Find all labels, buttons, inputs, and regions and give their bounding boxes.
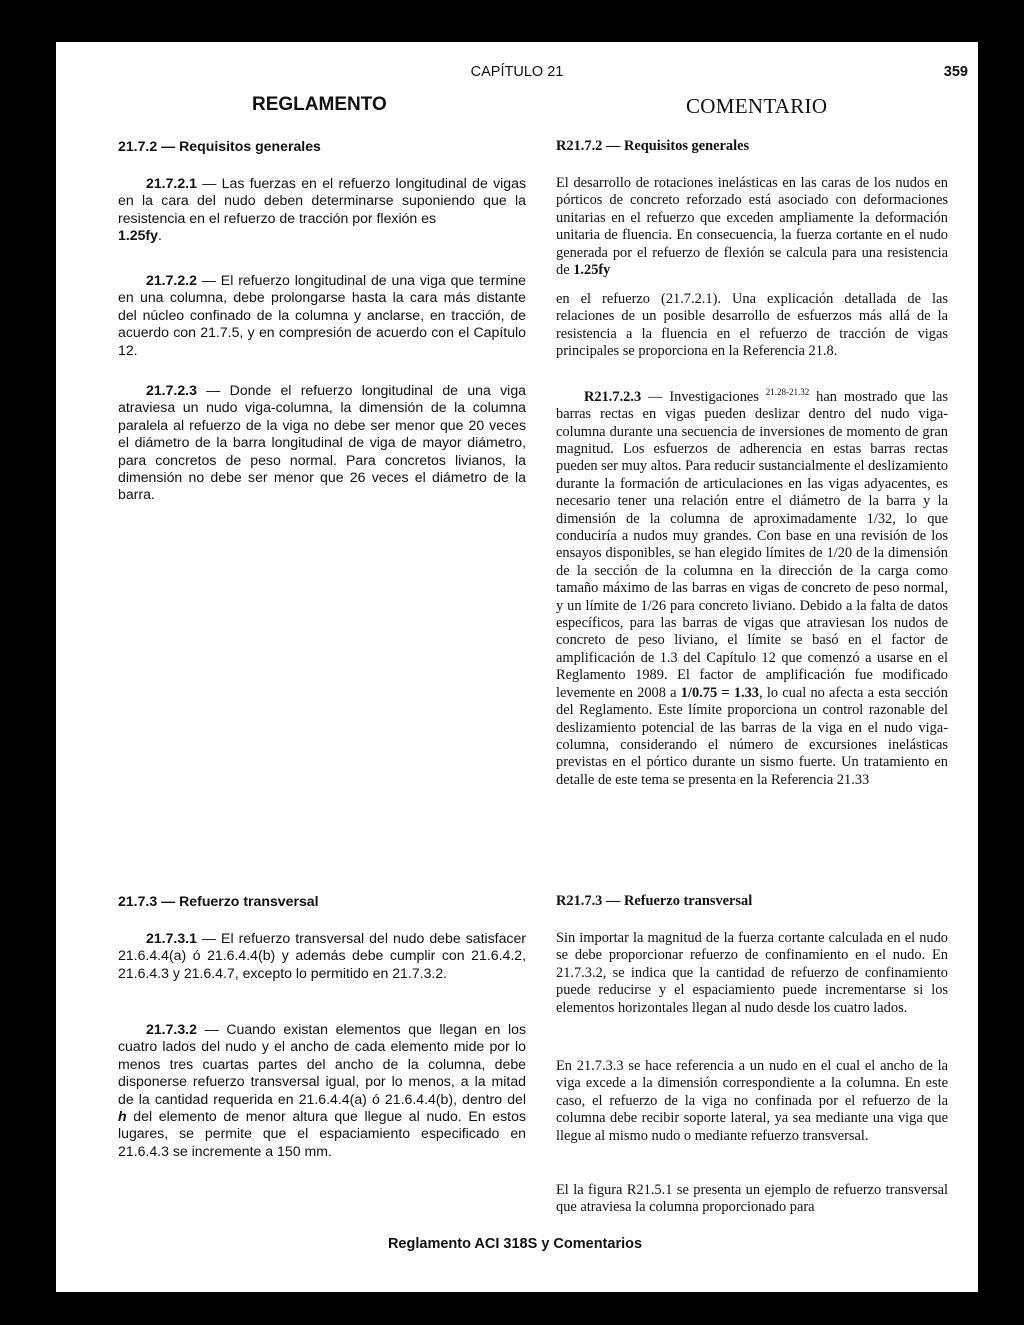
document-page xyxy=(56,42,978,1292)
paragraph-number: 21.7.3.2 xyxy=(146,1021,197,1037)
comentario-column-title: COMENTARIO xyxy=(686,94,828,118)
chapter-heading: CAPÍTULO 21 xyxy=(470,64,564,80)
formula-1-0-75: 1/0.75 = 1.33 xyxy=(680,684,760,701)
page-footer: Reglamento ACI 318S y Comentarios xyxy=(387,1236,643,1252)
reference-superscript: 21.28-21.32 xyxy=(765,387,810,397)
paragraph-21-7-3-1: 21.7.3.1 — El refuerzo transversal del nudo debe satisfacer 21.6.4.4(a) ó 21.6.4.4(b) y además debe cumplir con 21.6.4.2, 21.6.4.3 y 21.6.4.7, excepto lo permitido en 21.7.3.2. xyxy=(118,930,526,981)
reglamento-column-title: REGLAMENTO xyxy=(252,94,387,115)
paragraph-number: 21.7.3.1 xyxy=(146,930,197,946)
h-symbol: h xyxy=(118,1108,127,1125)
commentary-paragraph-1: El desarrollo de rotaciones inelásticas en las caras de los nudos en pórticos de concreto reforzado está asociado con deformaciones unitarias en el refuerzo que exceden ampliamente la deformación unitaria de fluencia. En consecuencia, la fuerza cortante en el nudo generada por el refuerzo de flexión se calcula para una resistencia de 1.25fy xyxy=(556,175,948,279)
paragraph-21-7-3-2: 21.7.3.2 — Cuando existan elementos que llegan en los cuatro lados del nudo y el ancho de cada elemento mide por lo menos tres cuartas partes del ancho de la columna, debe disponerse refuerzo transversal igual, por lo menos, a la mitad de la cantidad requerida en 21.6.4.4(a) ó 21.6.4.4(b), dentro del h del elemento de menor altura que llegue al nudo. En estos lugares, se permite que el espaciamiento especificado en 21.6.4.3 se incremente a 150 mm. xyxy=(118,1021,526,1159)
paragraph-21-7-2-2: 21.7.2.2 — El refuerzo longitudinal de una viga que termine en una columna, debe prolongarse hasta la cara más distante del núcleo confinado de la columna y anclarse, en tracción, de acuerdo con 21.7.5, y en compresión de acuerdo con el Capítulo 12. xyxy=(118,272,526,358)
section-title-r21-7-3: R21.7.3 — Refuerzo transversal xyxy=(556,893,753,909)
section-title-21-7-2: 21.7.2 — Requisitos generales xyxy=(118,138,321,154)
section-title-21-7-3: 21.7.3 — Refuerzo transversal xyxy=(118,893,319,909)
paragraph-number: 21.7.2.3 xyxy=(146,382,197,398)
paragraph-number: 21.7.2.2 xyxy=(146,272,197,288)
commentary-paragraph-r21-7-3-c: El la figura R21.5.1 se presenta un ejemplo de refuerzo transversal que atraviesa la columna proporcionado para xyxy=(556,1182,948,1216)
page-number: 359 xyxy=(943,64,968,80)
formula-1-25fy: 1.25fy xyxy=(573,262,611,279)
commentary-paragraph-r21-7-2-3: R21.7.2.3 — Investigaciones $^{21.28-21.32}$ han mostrado que las barras rectas en vigas pueden deslizar dentro del nudo viga-columna durante una secuencia de inversiones de momento de gran magnitud. Los esfuerzos de adherencia en estas barras rectas pueden ser muy altos. Para reducir sustancialmente el deslizamiento durante la formación de articulaciones en las vigas adyacentes, es necesario tener una relación entre el diámetro de la barra y la dimensión de la columna de aproximadamente 1/32, lo que conduciría a nudos muy grandes. Con base en una revisión de los ensayos disponibles, se han elegido límites de 1/20 de la dimensión de la sección de la columna en la dirección de la carga como tamaño máximo de las barras en vigas de concreto de peso normal, y un límite de 1/26 para concreto liviano. Debido a la falta de datos específicos, para las barras de vigas que atraviesan los nudos de concreto de peso liviano, el límite se basó en el factor de amplificación de 1.3 del Capítulo 12 que comenzó a usarse en el Reglamento 1989. El factor de amplificación fue modificado levemente en 2008 a 1/0.75 = 1.33, lo cual no afecta a esta sección del Reglamento. Este límite proporciona un control razonable del deslizamiento potencial de las barras de la viga en el nudo viga-columna, considerando el número de excursiones inelásticas previstas en el pórtico durante un sismo fuerte. Un tratamiento en detalle de este tema se presenta en la Referencia 21.33 xyxy=(556,387,949,788)
formula-1-25fy: 1.25fy xyxy=(118,227,158,244)
paragraph-21-7-2-3: 21.7.2.3 — Donde el refuerzo longitudinal de una viga atraviesa un nudo viga-columna, la dimensión de la columna paralela al refuerzo de la viga no debe ser menor que 20 veces el diámetro de la barra longitudinal de viga de mayor diámetro, para concretos de peso normal. Para concretos livianos, la dimensión no debe ser menor que 26 veces el diámetro de la barra. xyxy=(118,382,526,503)
paragraph-number: 21.7.2.1 xyxy=(146,175,197,191)
commentary-paragraph-1-cont: en el refuerzo (21.7.2.1). Una explicación detallada de las relaciones de un posible desarrollo de esfuerzos más allá de la resistencia a la fluencia en el refuerzo de tracción de vigas principales se proporciona en la Referencia 21.8. xyxy=(556,291,948,360)
paragraph-number: R21.7.2.3 xyxy=(584,388,642,405)
commentary-paragraph-r21-7-3-a: Sin importar la magnitud de la fuerza cortante calculada en el nudo se debe proporcionar refuerzo de confinamiento en el nudo. En 21.7.3.2, se indica que la cantidad de refuerzo de confinamiento puede reducirse y el espaciamiento puede incrementarse si los elementos horizontales llegan al nudo desde los cuatro lados. xyxy=(556,930,948,1016)
paragraph-21-7-2-1: 21.7.2.1 — Las fuerzas en el refuerzo longitudinal de vigas en la cara del nudo deben determinarse suponiendo que la resistencia en el refuerzo de tracción por flexión es 1.25fy. xyxy=(118,175,526,244)
commentary-paragraph-r21-7-3-b: En 21.7.3.3 se hace referencia a un nudo en el cual el ancho de la viga excede a la dimensión correspondiente a la columna. En este caso, el refuerzo de la viga no confinada por el refuerzo de la columna debe recibir soporte lateral, ya sea mediante una viga que llegue al mismo nudo o mediante refuerzo transversal. xyxy=(556,1058,948,1144)
section-title-r21-7-2: R21.7.2 — Requisitos generales xyxy=(556,138,750,154)
